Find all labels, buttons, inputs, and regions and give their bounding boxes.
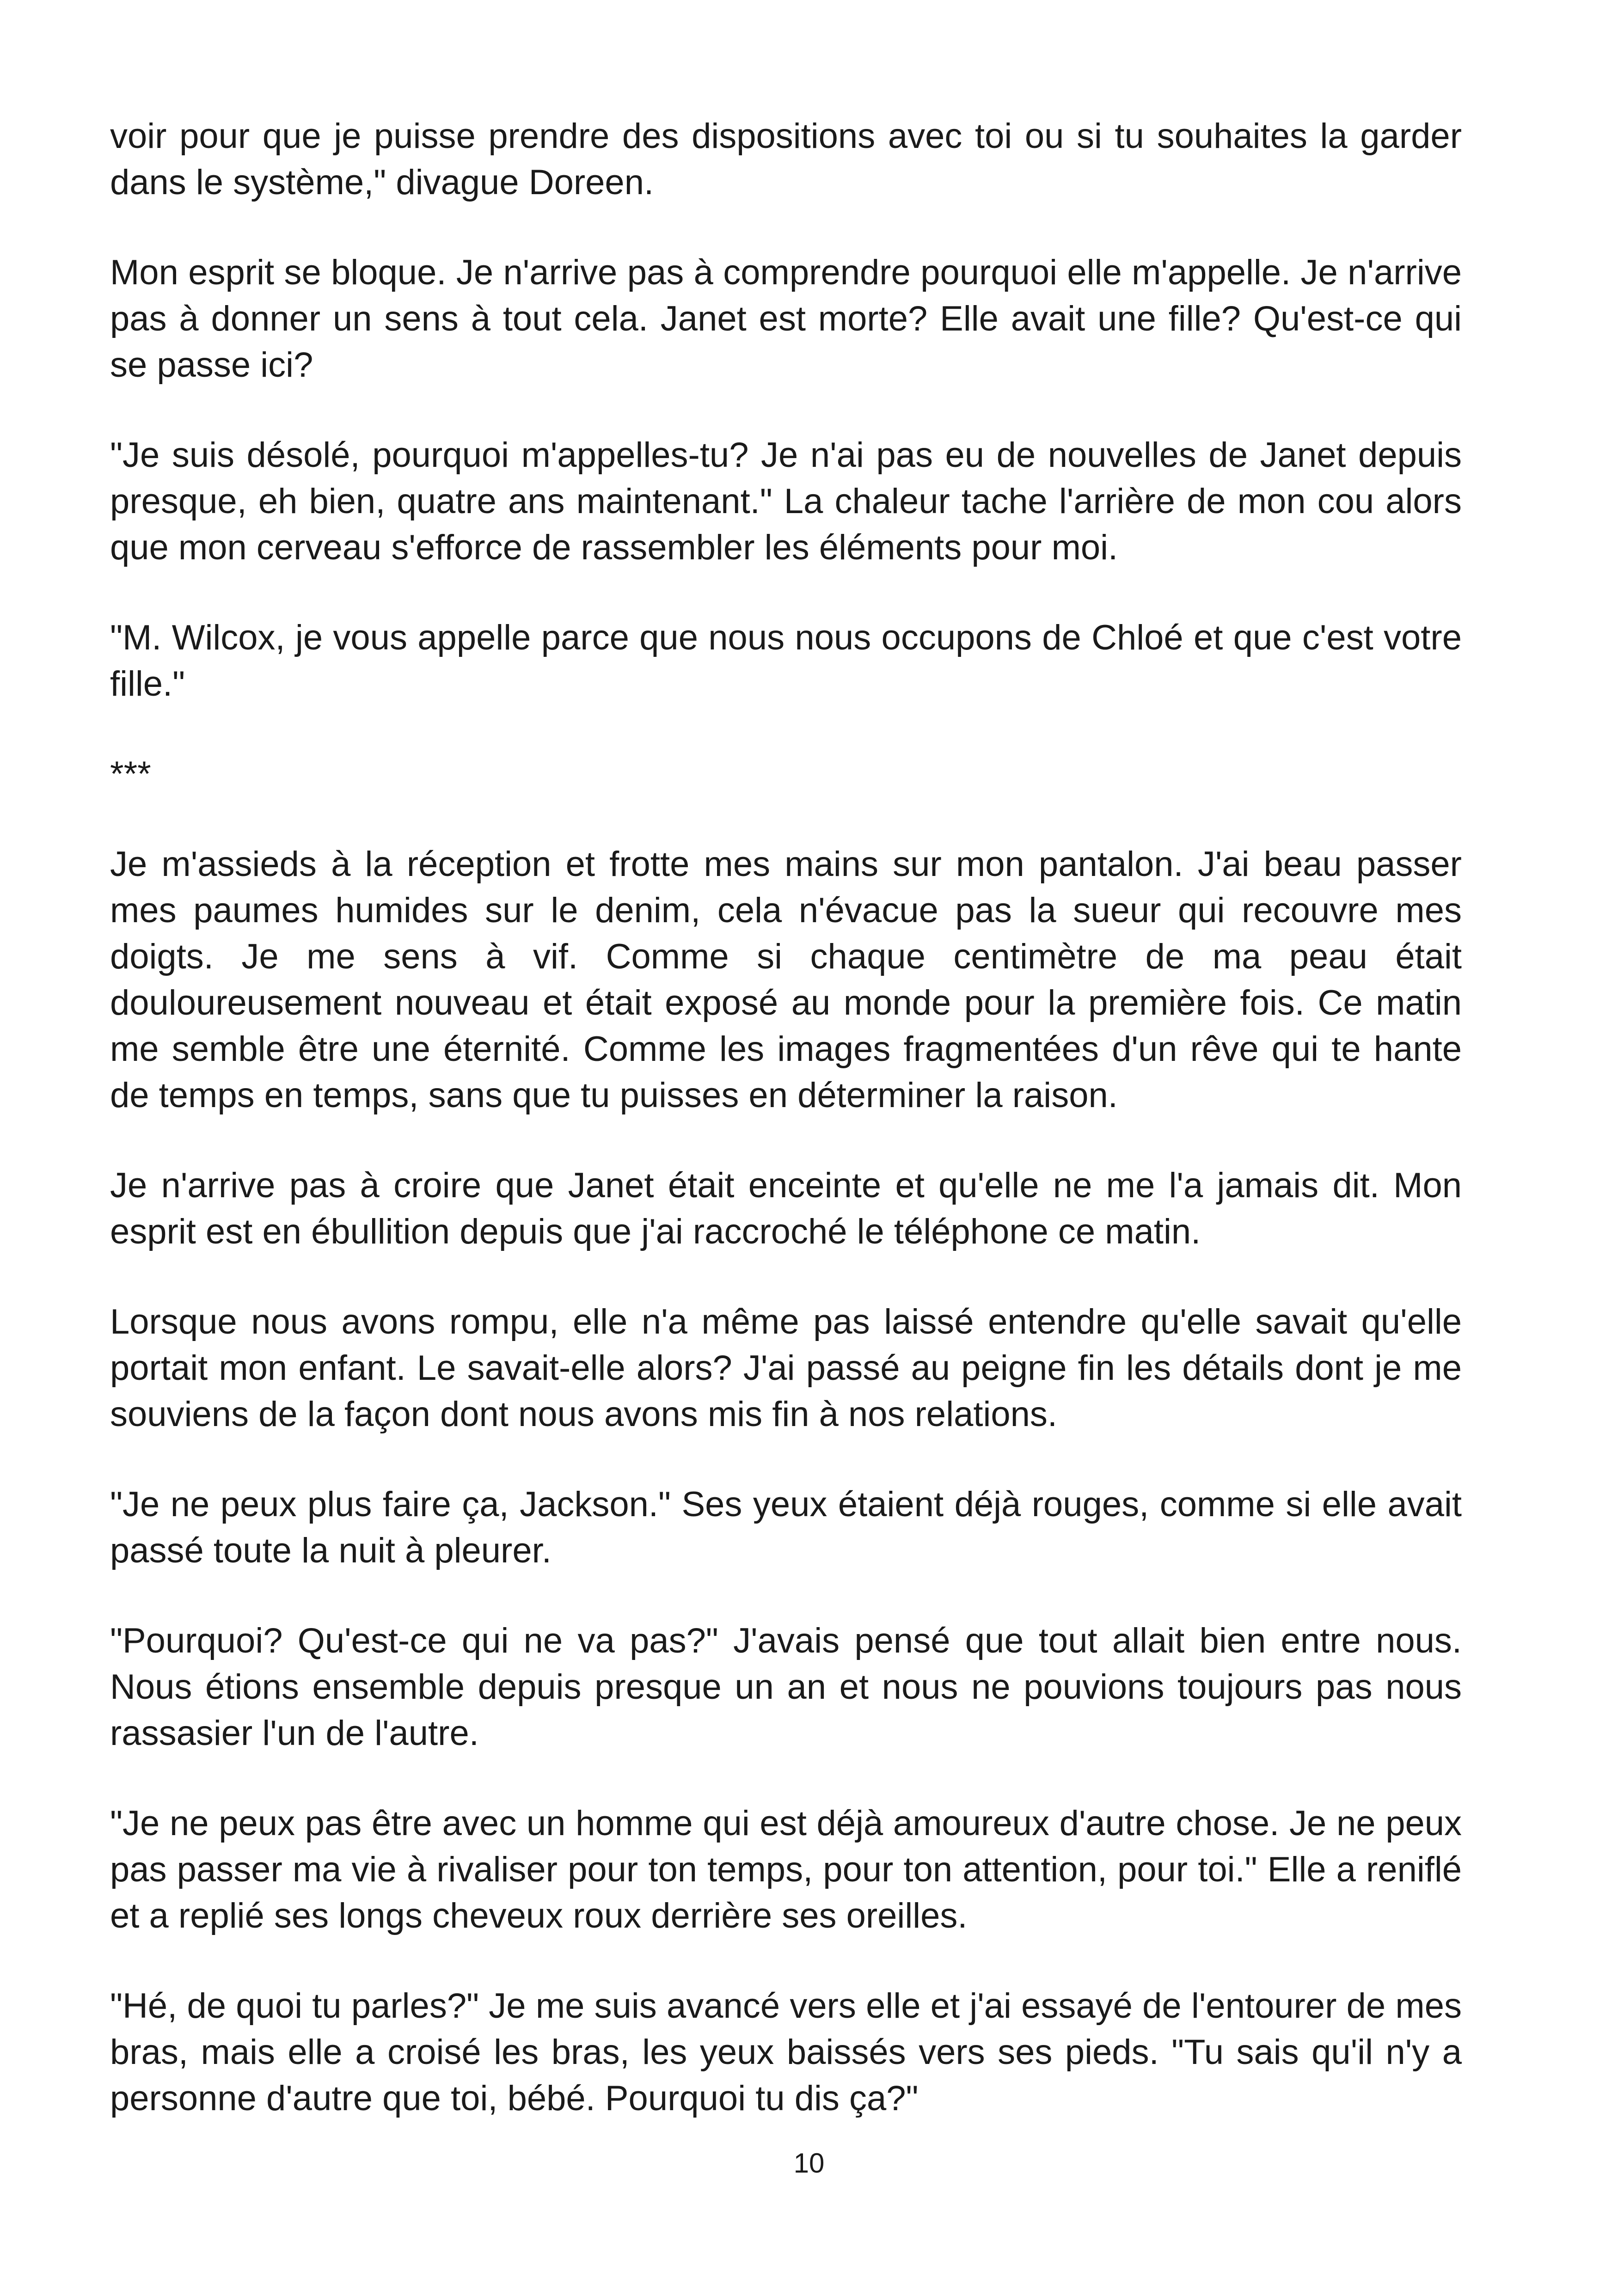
paragraph: Je m'assieds à la réception et frotte mes mains sur mon pantalon. J'ai beau passer mes paumes humides sur le denim, cela n'évacue pas la sueur qui recouvre mes doigts. Je me sens à vif. Comme si chaque centimètre de ma peau était douloureusement nouveau et était exposé au monde pour la première fois. Ce matin me semble être une éternité. Comme les images fragmentées d'un rêve qui te hante de temps en temps, sans que tu puisses en déterminer la raison. [110,845,1462,1115]
page-number: 10 [793,2148,825,2179]
paragraph: "Je ne peux pas être avec un homme qui est déjà amoureux d'autre chose. Je ne peux pas passer ma vie à rivaliser pour ton temps, pour ton attention, pour toi." Elle a reniflé et a replié ses longs cheveux roux derrière ses oreilles. [110,1804,1462,1935]
paragraph: Mon esprit se bloque. Je n'arrive pas à comprendre pourquoi elle m'appelle. Je n'arrive pas à donner un sens à tout cela. Janet est morte? Elle avait une fille? Qu'est-ce qui se passe ici? [110,253,1462,385]
scene-break: *** [110,754,151,794]
paragraph: "Je suis désolé, pourquoi m'appelles-tu? Je n'ai pas eu de nouvelles de Janet depuis presque, eh bien, quatre ans maintenant." La chaleur tache l'arrière de mon cou alors que mon cerveau s'efforce de rassembler les éléments pour moi. [110,435,1462,567]
body-text [110,113,1462,2122]
paragraph: "Pourquoi? Qu'est-ce qui ne va pas?" J'avais pensé que tout allait bien entre nous. Nous étions ensemble depuis presque un an et nous ne pouvions toujours pas nous rassasier l'un de l'autre. [110,1621,1462,1753]
paragraph: Lorsque nous avons rompu, elle n'a même pas laissé entendre qu'elle savait qu'elle portait mon enfant. Le savait-elle alors? J'ai passé au peigne fin les détails dont je me souviens de la façon dont nous avons mis fin à nos relations. [110,1302,1462,1434]
paragraph: "Hé, de quoi tu parles?" Je me suis avancé vers elle et j'ai essayé de l'entourer de mes bras, mais elle a croisé les bras, les yeux baissés vers ses pieds. "Tu sais qu'il n'y a personne d'autre que toi, bébé. Pourquoi tu dis ça?" [110,1986,1462,2118]
paragraph: voir pour que je puisse prendre des dispositions avec toi ou si tu souhaites la garder dans le système," divague Doreen. [110,116,1462,202]
paragraph: Je n'arrive pas à croire que Janet était enceinte et qu'elle ne me l'a jamais dit. Mon esprit est en ébullition depuis que j'ai raccroché le téléphone ce matin. [110,1166,1462,1251]
paragraph: "M. Wilcox, je vous appelle parce que nous nous occupons de Chloé et que c'est votre fille." [110,618,1462,704]
paragraph: "Je ne peux plus faire ça, Jackson." Ses yeux étaient déjà rouges, comme si elle avait passé toute la nuit à pleurer. [110,1485,1462,1570]
